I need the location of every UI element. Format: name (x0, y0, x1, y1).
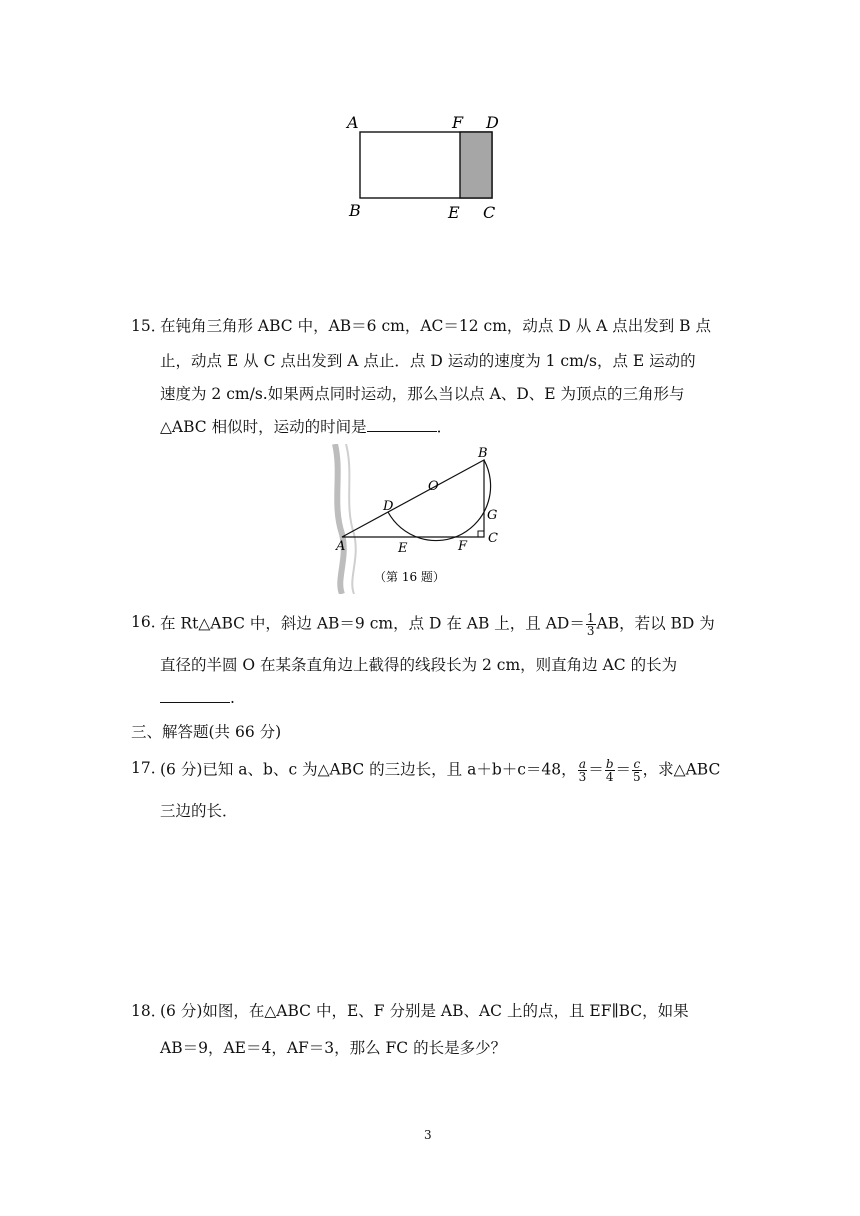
fig16-label-c: C (488, 531, 498, 546)
equals-1: ＝ (588, 760, 604, 779)
q17-number: 17． (131, 759, 167, 777)
equals-2: ＝ (615, 760, 632, 779)
fig16-label-d: D (383, 499, 394, 514)
right-angle-mark (478, 531, 484, 537)
scan-edge (335, 444, 344, 594)
semicircle-o (388, 460, 491, 541)
label-f: F (452, 113, 464, 132)
q16-line-3-end: . (230, 689, 235, 707)
fraction-b-4: $\frac{b}{4}$ (605, 757, 614, 784)
label-e: E (448, 203, 460, 222)
fig16-label-f: F (458, 539, 468, 554)
label-c: C (483, 203, 496, 222)
q18-line-2: AB＝9，AE＝4，AF＝3，那么 FC 的长是多少？ (160, 1039, 507, 1057)
fig16-caption: （第 16 题） (374, 570, 445, 584)
fraction-one-third: $\frac{1}{3}$ (586, 611, 595, 638)
q16-line-1-rest: AB，若以 BD 为 (596, 614, 715, 633)
q15-line-1: 在钝角三角形 ABC 中，AB＝6 cm，AC＝12 cm，动点 D 从 A 点出发到 B 点 (160, 317, 711, 335)
q16-line-3 (160, 688, 235, 708)
q17-line-1-text: (6 分)已知 a、b、c 为△ABC 的三边长，且 a＋b＋c＝48， (160, 760, 577, 779)
q17-line-2: 三边的长． (160, 802, 238, 820)
q17-line-1-rest: ，求△ABC (642, 760, 721, 779)
q17-line-1 (160, 758, 720, 783)
q16-line-1-text: 在 Rt△ABC 中，斜边 AB＝9 cm，点 D 在 AB 上，且 AD＝ (160, 614, 585, 633)
q15-line-4 (160, 417, 452, 437)
section-3-title: 三、解答题(共 66 分) (131, 723, 282, 741)
label-b: B (349, 201, 361, 220)
triangle-abc (342, 460, 484, 537)
fig16-label-b: B (478, 446, 488, 461)
fig16-label-g: G (487, 508, 498, 523)
answer-blank-15[interactable] (367, 417, 437, 432)
q15-line-4-text: △ABC 相似时，运动的时间是 (160, 418, 367, 436)
figure-16 (330, 444, 510, 594)
label-d: D (486, 113, 499, 132)
q18-line-1: (6 分)如图，在△ABC 中，E、F 分别是 AB、AC 上的点，且 EF∥BC，如果 (160, 1002, 689, 1020)
fig16-label-e: E (398, 541, 408, 556)
q15-line-4-end: ． (436, 418, 453, 436)
q16-line-1 (160, 612, 715, 637)
fraction-c-5: $\frac{c}{5}$ (633, 757, 641, 784)
q15-number: 15． (131, 317, 167, 335)
q16-number: 16． (131, 613, 167, 631)
answer-blank-16[interactable] (160, 688, 230, 703)
rectangle-figure (340, 108, 510, 228)
page-number: 3 (424, 1128, 432, 1142)
q15-line-3: 速度为 2 cm/s.如果两点同时运动，那么当以点 A、D、E 为顶点的三角形与 (160, 385, 685, 403)
q18-number: 18． (131, 1002, 167, 1020)
fig16-label-o: O (428, 479, 439, 494)
fraction-a-3: $\frac{a}{3}$ (578, 757, 587, 784)
scan-edge-line (346, 444, 356, 594)
q15-line-2: 止，动点 E 从 C 点出发到 A 点止．点 D 运动的速度为 1 cm/s，点 E 运动的 (160, 352, 696, 370)
label-a: A (347, 113, 359, 132)
fig16-label-a: A (336, 539, 346, 554)
shaded-region (460, 132, 492, 198)
q16-line-2: 直径的半圆 O 在某条直角边上截得的线段长为 2 cm，则直角边 AC 的长为 (160, 656, 678, 674)
